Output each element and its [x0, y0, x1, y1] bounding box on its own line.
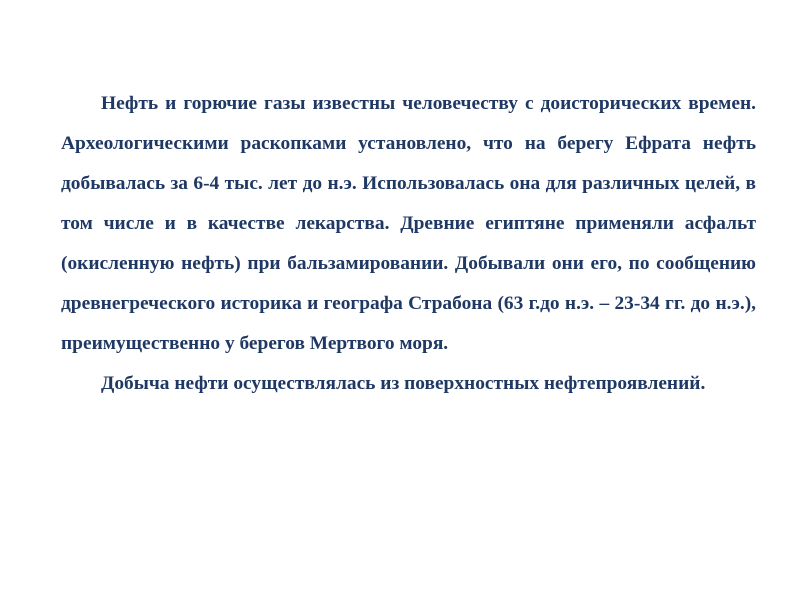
body-text	[61, 84, 756, 404]
paragraph-extraction: Добыча нефти осуществлялась из поверхностных нефтепроявлений.	[101, 373, 706, 394]
paragraph-history: Нефть и горючие газы известны человечеству с доисторических времен. Археологическими раскопками установлено, что на берегу Ефрата нефть добывалась за 6-4 тыс. лет до н.э. Использовалась она для различных целей, в том числе и в качестве лекарства. Древние египтяне применяли асфальт (окисленную нефть) при бальзамировании. Добывали они его, по сообщению древнегреческого историка и географа Страбона (63 г.до н.э. – 23-34 гг. до н.э.), преимущественно у берегов Мертвого моря.	[61, 93, 756, 354]
